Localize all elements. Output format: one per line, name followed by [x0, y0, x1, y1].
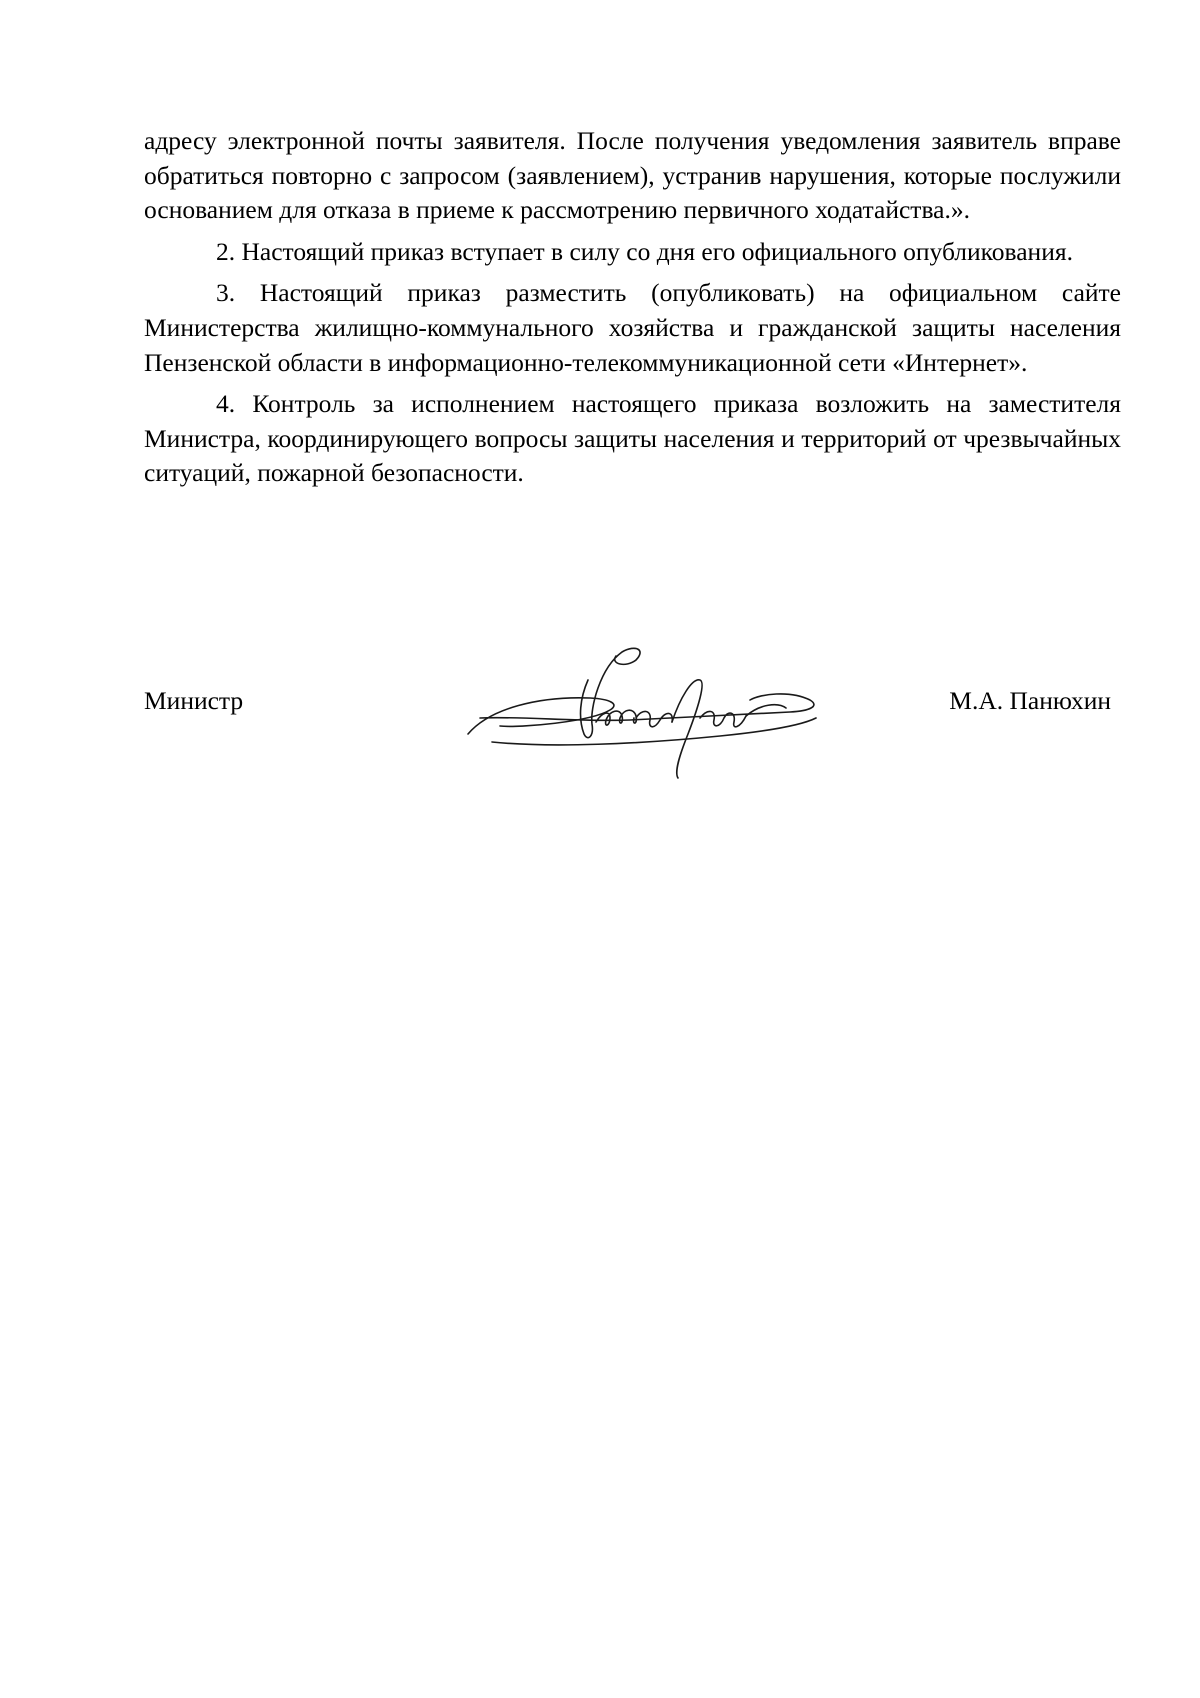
document-body [144, 124, 1121, 498]
paragraph-continuation: адресу электронной почты заявителя. После получения уведомления заявитель вправе обратиться повторно с запросом (заявлением), устранив нарушения, которые послужили основанием для отказа в приеме к рассмотрению первичного ходатайства.». [144, 126, 1121, 225]
signatory-name: М.А. Панюхин [949, 686, 1111, 715]
signatory-title: Министр [144, 686, 244, 715]
paragraph-item-4: 4. Контроль за исполнением настоящего приказа возложить на заместителя Министра, координирующего вопросы защиты населения и территорий от чрезвычайных ситуаций, пожарной безопасности. [144, 389, 1121, 488]
handwritten-signature [460, 638, 830, 786]
paragraph-item-3: 3. Настоящий приказ разместить (опубликовать) на официальном сайте Министерства жилищно-коммунального хозяйства и гражданской защиты населения Пензенской области в информационно-телекоммуникационной сети «Интернет». [144, 278, 1121, 377]
paragraph-item-2: 2. Настоящий приказ вступает в силу со дня его официального опубликования. [216, 236, 1073, 266]
